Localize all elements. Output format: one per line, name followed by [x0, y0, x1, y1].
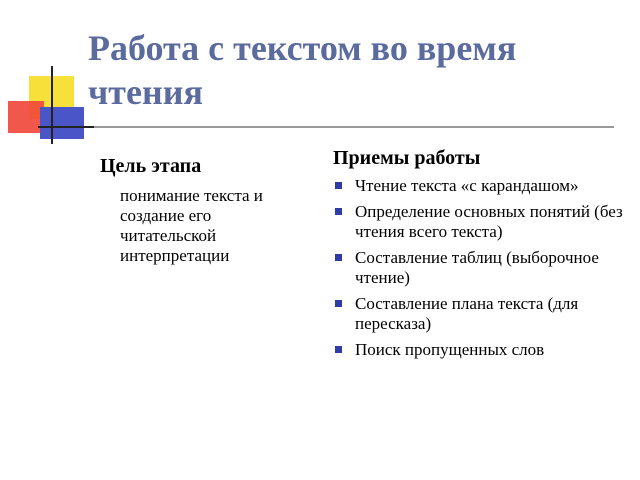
goal-text: понимание текста и создание его читательской интерпретации: [120, 186, 263, 265]
slide-title: Работа с текстом во время чтения: [88, 28, 517, 112]
list-item: [333, 202, 623, 242]
techniques-list: [333, 176, 623, 360]
list-item: [333, 176, 623, 196]
logo-vertical-line: [51, 66, 53, 144]
square-bullet-icon: [335, 182, 342, 189]
slide-logo-decoration: [0, 0, 100, 150]
list-item-text: Составление плана текста (для пересказа): [355, 294, 579, 333]
title-divider: [94, 126, 614, 128]
square-bullet-icon: [335, 300, 342, 307]
list-item-text: Поиск пропущенных слов: [355, 340, 545, 359]
square-bullet-icon: [335, 254, 342, 261]
list-item-text: Определение основных понятий (без чтения всего текста): [355, 202, 623, 241]
list-item: [333, 294, 623, 334]
list-item-text: Составление таблиц (выборочное чтение): [355, 248, 599, 287]
square-bullet-icon: [335, 208, 342, 215]
square-bullet-icon: [335, 346, 342, 353]
list-item: [333, 248, 623, 288]
list-item: [333, 340, 623, 360]
goal-heading: Цель этапа: [100, 155, 202, 177]
techniques-column: [333, 146, 623, 366]
techniques-heading: Приемы работы: [333, 147, 481, 169]
goal-column: [100, 154, 310, 266]
logo-red-square: [8, 101, 44, 133]
logo-blue-square: [40, 107, 84, 139]
list-item-text: Чтение текста «с карандашом»: [355, 176, 579, 195]
